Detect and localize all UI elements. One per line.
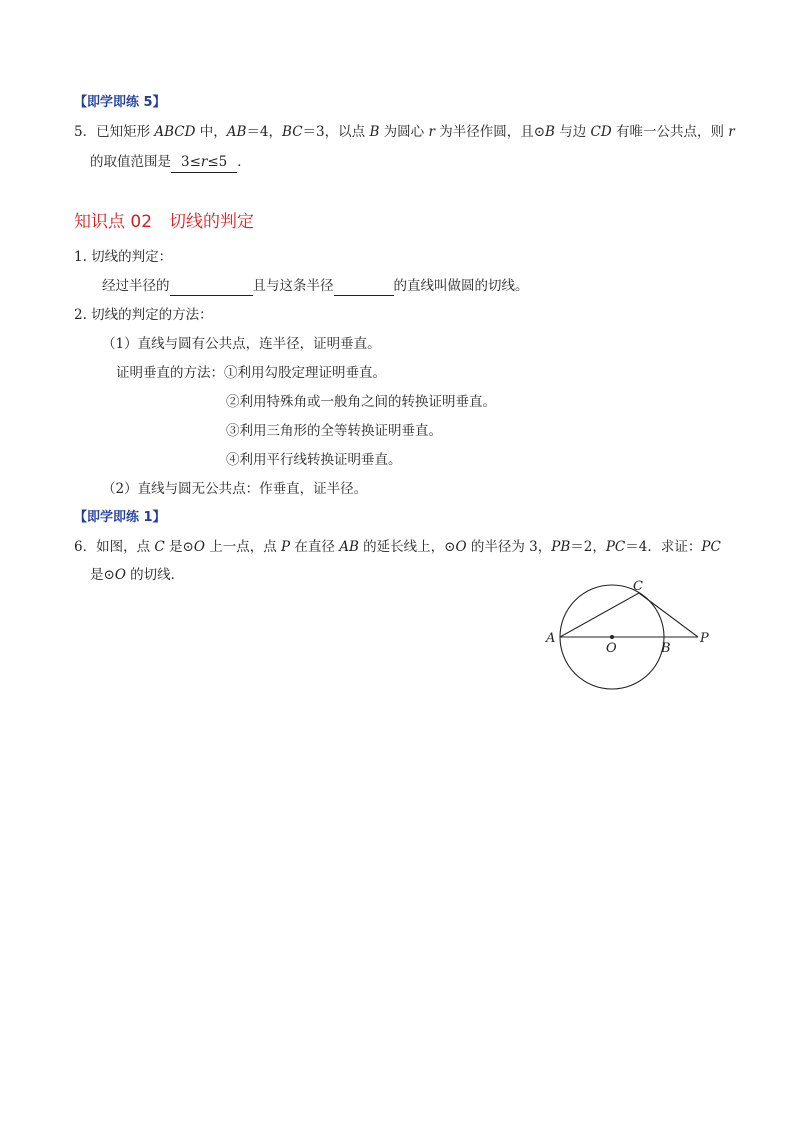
tangent-definition: 经过半径的 且与这条半径 的直线叫做圆的切线。: [102, 278, 529, 294]
chord-ac: [560, 593, 639, 637]
label-a: A: [546, 631, 556, 646]
item-2: 2. 切线的判定的方法：: [74, 307, 213, 323]
proof-method-3: ③利用三角形的全等转换证明垂直。: [226, 423, 442, 439]
proof-method-4: ④利用平行线转换证明垂直。: [226, 452, 402, 468]
method-2: （2）直线与圆无公共点：作垂直，证半径。: [102, 481, 368, 497]
section-title: 知识点 02 切线的判定: [74, 212, 255, 232]
label-c: C: [633, 579, 643, 594]
geometry-figure: [530, 570, 730, 700]
label-p: P: [700, 631, 709, 646]
definition-blank-2[interactable]: [334, 279, 394, 296]
center-point-o: [610, 635, 614, 639]
question-5-line1: 5．已知矩形 ABCD 中，AB＝4，BC＝3，以点 B 为圆心 r 为半径作圆，且⊙B 与边 CD 有唯一公共点，则 r: [74, 124, 735, 140]
method-1: （1）直线与圆有公共点，连半径，证明垂直。: [102, 336, 381, 352]
practice1-header: 【即学即练 1】: [74, 510, 166, 525]
label-o: O: [606, 641, 617, 656]
answer-blank: 3≤r≤5: [171, 152, 237, 173]
question-6-line2: 是⊙O 的切线．: [90, 567, 185, 583]
definition-blank-1[interactable]: [170, 279, 253, 296]
line-cp: [639, 593, 698, 637]
item-1: 1. 切线的判定：: [74, 249, 173, 265]
practice5-header: 【即学即练 5】: [74, 95, 166, 110]
label-b: B: [661, 641, 671, 656]
question-5-line2: 的取值范围是 3≤r≤5 ．: [90, 152, 251, 173]
proof-method-2: ②利用特殊角或一般角之间的转换证明垂直。: [226, 394, 496, 410]
proof-methods-line1: 证明垂直的方法：①利用勾股定理证明垂直。: [116, 365, 386, 381]
question-6-line1: 6．如图，点 C 是⊙O 上一点，点 P 在直径 AB 的延长线上，⊙O 的半径为 3，PB＝2，PC＝4．求证：PC: [74, 539, 721, 555]
